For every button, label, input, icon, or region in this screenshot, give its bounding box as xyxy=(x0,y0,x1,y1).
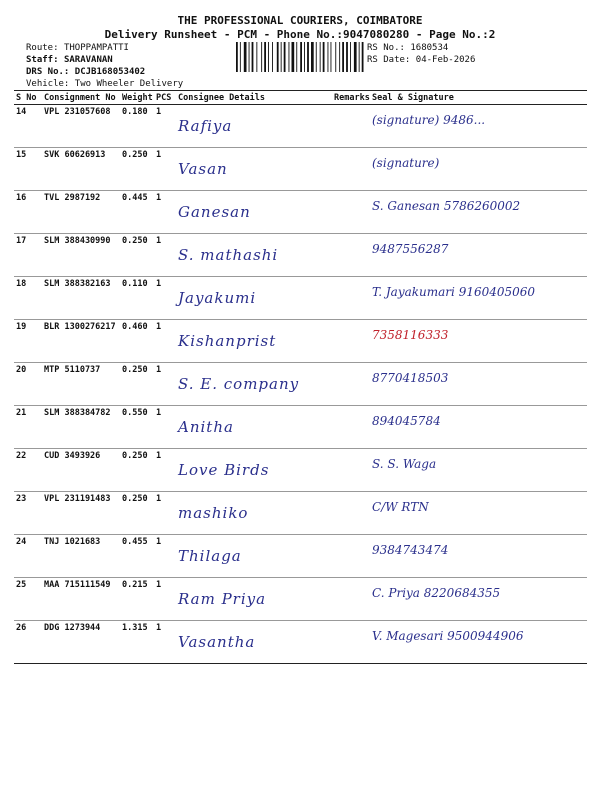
cell-consignee-text: S. mathashi xyxy=(178,246,279,264)
cell-weight-text: 0.460 xyxy=(122,322,148,332)
cell-pcs xyxy=(154,234,176,277)
cell-sno-text: 19 xyxy=(16,322,27,332)
cell-remarks xyxy=(332,621,370,664)
rs-date-line xyxy=(367,54,475,66)
cell-consignment-no-text: MTP 5110737 xyxy=(44,365,101,375)
cell-sno-text: 26 xyxy=(16,623,27,633)
cell-sno-text: 24 xyxy=(16,537,27,547)
cell-seal-signature xyxy=(370,535,587,578)
table-row xyxy=(14,449,587,492)
cell-seal-signature xyxy=(370,578,587,621)
cell-pcs xyxy=(154,191,176,234)
cell-consignment-no-text: TNJ 1021683 xyxy=(44,537,101,547)
cell-remarks xyxy=(332,578,370,621)
cell-weight-text: 0.215 xyxy=(122,580,148,590)
cell-remarks xyxy=(332,492,370,535)
drs-value: DCJB168053402 xyxy=(74,67,146,77)
staff-value: SARAVANAN xyxy=(63,55,113,65)
cell-weight-text: 0.250 xyxy=(122,365,148,375)
cell-consignee-text: Ram Priya xyxy=(178,590,267,608)
cell-weight-text: 0.250 xyxy=(122,150,148,160)
cell-consignment-no-text: DDG 1273944 xyxy=(44,623,101,633)
cell-seal-signature-text: C/W RTN xyxy=(372,500,429,514)
cell-seal-signature-text: 7358116333 xyxy=(372,328,449,342)
cell-weight xyxy=(120,406,154,449)
table-row xyxy=(14,578,587,621)
barcode-icon xyxy=(236,42,364,72)
drs-label: DRS No.: xyxy=(26,67,70,77)
cell-pcs xyxy=(154,578,176,621)
runsheet-table xyxy=(14,90,587,664)
cell-consignee xyxy=(176,406,332,449)
cell-pcs xyxy=(154,492,176,535)
rs-no-value: 1680534 xyxy=(410,43,449,53)
cell-weight xyxy=(120,320,154,363)
cell-consignee xyxy=(176,492,332,535)
cell-sno xyxy=(14,535,42,578)
cell-seal-signature xyxy=(370,621,587,664)
cell-pcs-text: 1 xyxy=(156,193,162,203)
cell-consignee-text: Vasan xyxy=(178,160,228,178)
table-row xyxy=(14,234,587,277)
cell-weight xyxy=(120,492,154,535)
cell-pcs xyxy=(154,105,176,148)
cell-pcs-text: 1 xyxy=(156,537,162,547)
table-row xyxy=(14,621,587,664)
col-header-consignee: Consignee Details xyxy=(176,91,332,105)
cell-seal-signature xyxy=(370,406,587,449)
cell-seal-signature-text: 8770418503 xyxy=(372,371,449,385)
cell-sno-text: 15 xyxy=(16,150,27,160)
cell-consignment-no xyxy=(42,492,120,535)
drs-line xyxy=(26,66,183,78)
cell-remarks xyxy=(332,363,370,406)
cell-remarks xyxy=(332,105,370,148)
cell-consignee xyxy=(176,578,332,621)
route-value: THOPPAMPATTI xyxy=(63,43,129,53)
runsheet-subtitle: Delivery Runsheet - PCM - Phone No.:9047080280 - Page No.:2 xyxy=(104,28,496,41)
cell-sno-text: 23 xyxy=(16,494,27,504)
cell-consignment-no xyxy=(42,621,120,664)
cell-weight xyxy=(120,191,154,234)
cell-consignee-text: Thilaga xyxy=(178,547,242,565)
table-row xyxy=(14,492,587,535)
cell-consignment-no xyxy=(42,535,120,578)
cell-pcs-text: 1 xyxy=(156,322,162,332)
cell-consignment-no xyxy=(42,406,120,449)
cell-consignment-no xyxy=(42,148,120,191)
cell-sno-text: 17 xyxy=(16,236,27,246)
cell-consignment-no-text: VPL 231057608 xyxy=(44,107,111,117)
cell-sno-text: 14 xyxy=(16,107,27,117)
cell-sno xyxy=(14,320,42,363)
cell-pcs xyxy=(154,406,176,449)
cell-pcs-text: 1 xyxy=(156,623,162,633)
cell-weight xyxy=(120,621,154,664)
cell-consignment-no xyxy=(42,320,120,363)
cell-consignee xyxy=(176,535,332,578)
cell-sno xyxy=(14,492,42,535)
cell-consignee xyxy=(176,105,332,148)
cell-pcs xyxy=(154,535,176,578)
cell-seal-signature xyxy=(370,277,587,320)
cell-seal-signature-text: 894045784 xyxy=(372,414,441,428)
cell-seal-signature xyxy=(370,449,587,492)
cell-sno xyxy=(14,621,42,664)
cell-consignment-no xyxy=(42,105,120,148)
rs-no-line xyxy=(367,42,475,54)
cell-pcs xyxy=(154,277,176,320)
cell-consignment-no-text: SLM 388430990 xyxy=(44,236,111,246)
cell-consignee-text: Kishanprist xyxy=(178,332,277,350)
table-row xyxy=(14,363,587,406)
cell-seal-signature-text: (signature) 9486... xyxy=(372,113,486,127)
cell-weight xyxy=(120,449,154,492)
cell-weight-text: 0.250 xyxy=(122,494,148,504)
cell-pcs-text: 1 xyxy=(156,408,162,418)
cell-pcs xyxy=(154,449,176,492)
cell-consignee-text: mashiko xyxy=(178,504,249,522)
cell-sno-text: 20 xyxy=(16,365,27,375)
cell-consignment-no-text: SVK 60626913 xyxy=(44,150,106,160)
col-header-pcs: PCS xyxy=(154,91,176,105)
cell-sno xyxy=(14,363,42,406)
cell-consignment-no xyxy=(42,363,120,406)
cell-consignee xyxy=(176,449,332,492)
cell-consignee-text: Anitha xyxy=(178,418,234,436)
col-header-seal: Seal & Signature xyxy=(370,91,587,105)
cell-seal-signature xyxy=(370,191,587,234)
cell-weight-text: 0.250 xyxy=(122,236,148,246)
cell-sno xyxy=(14,578,42,621)
cell-sno xyxy=(14,277,42,320)
cell-consignment-no xyxy=(42,578,120,621)
cell-consignment-no xyxy=(42,277,120,320)
meta-left xyxy=(26,42,183,90)
cell-consignment-no-text: CUD 3493926 xyxy=(44,451,101,461)
cell-weight-text: 0.110 xyxy=(122,279,148,289)
cell-consignment-no xyxy=(42,234,120,277)
cell-sno xyxy=(14,191,42,234)
table-row xyxy=(14,191,587,234)
cell-pcs-text: 1 xyxy=(156,494,162,504)
cell-seal-signature xyxy=(370,320,587,363)
cell-consignee xyxy=(176,234,332,277)
col-header-weight: Weight xyxy=(122,92,153,103)
cell-seal-signature-text: C. Priya 8220684355 xyxy=(372,586,501,600)
cell-consignee-text: Love Birds xyxy=(178,461,270,479)
cell-seal-signature xyxy=(370,234,587,277)
cell-seal-signature xyxy=(370,148,587,191)
cell-pcs xyxy=(154,363,176,406)
cell-weight xyxy=(120,148,154,191)
cell-consignment-no xyxy=(42,191,120,234)
cell-sno xyxy=(14,105,42,148)
cell-sno-text: 18 xyxy=(16,279,27,289)
cell-pcs xyxy=(154,320,176,363)
cell-consignment-no-text: TVL 2987192 xyxy=(44,193,101,203)
cell-consignment-no-text: VPL 231191483 xyxy=(44,494,111,504)
cell-pcs-text: 1 xyxy=(156,107,162,117)
cell-weight xyxy=(120,105,154,148)
cell-sno-text: 22 xyxy=(16,451,27,461)
cell-sno xyxy=(14,449,42,492)
cell-consignee xyxy=(176,320,332,363)
cell-consignee xyxy=(176,363,332,406)
cell-weight-text: 0.180 xyxy=(122,107,148,117)
cell-consignee-text: Vasantha xyxy=(178,633,256,651)
cell-pcs-text: 1 xyxy=(156,365,162,375)
cell-seal-signature-text: 9384743474 xyxy=(372,543,449,557)
cell-seal-signature xyxy=(370,105,587,148)
vehicle-line xyxy=(26,78,183,90)
cell-remarks xyxy=(332,191,370,234)
table-row xyxy=(14,105,587,148)
company-title: THE PROFESSIONAL COURIERS, COIMBATORE xyxy=(177,14,423,27)
cell-remarks xyxy=(332,277,370,320)
cell-consignee xyxy=(176,277,332,320)
cell-consignment-no xyxy=(42,449,120,492)
cell-remarks xyxy=(332,449,370,492)
table-row xyxy=(14,148,587,191)
rs-date-value: 04-Feb-2026 xyxy=(415,55,476,65)
col-header-remarks: Remarks xyxy=(334,92,370,103)
cell-seal-signature xyxy=(370,492,587,535)
cell-sno-text: 16 xyxy=(16,193,27,203)
cell-consignment-no-text: MAA 715111549 xyxy=(44,580,111,590)
cell-remarks xyxy=(332,148,370,191)
cell-pcs-text: 1 xyxy=(156,451,162,461)
vehicle-value: Two Wheeler Delivery xyxy=(74,79,184,89)
cell-weight-text: 0.550 xyxy=(122,408,148,418)
cell-consignee-text: Rafiya xyxy=(178,117,233,135)
route-label: Route: xyxy=(26,43,59,53)
cell-weight-text: 0.445 xyxy=(122,193,148,203)
cell-weight xyxy=(120,535,154,578)
cell-pcs-text: 1 xyxy=(156,279,162,289)
cell-weight-text: 0.455 xyxy=(122,537,148,547)
cell-sno xyxy=(14,406,42,449)
cell-sno xyxy=(14,148,42,191)
rs-date-label: RS Date: xyxy=(367,55,411,65)
cell-consignee xyxy=(176,148,332,191)
cell-seal-signature xyxy=(370,363,587,406)
col-header-sno: S No xyxy=(14,91,42,105)
cell-seal-signature-text: (signature) xyxy=(372,156,440,170)
table-row xyxy=(14,406,587,449)
cell-consignee-text: S. E. company xyxy=(178,375,300,393)
cell-sno xyxy=(14,234,42,277)
cell-pcs xyxy=(154,621,176,664)
cell-weight-text: 0.250 xyxy=(122,451,148,461)
cell-remarks xyxy=(332,406,370,449)
cell-seal-signature-text: S. Ganesan 5786260002 xyxy=(372,199,521,213)
cell-consignee-text: Ganesan xyxy=(178,203,251,221)
cell-consignment-no-text: BLR 1300276217 xyxy=(44,322,116,332)
staff-label: Staff: xyxy=(26,55,59,65)
rs-no-label: RS No.: xyxy=(367,43,405,53)
cell-sno-text: 25 xyxy=(16,580,27,590)
cell-remarks xyxy=(332,234,370,277)
cell-remarks xyxy=(332,320,370,363)
cell-pcs-text: 1 xyxy=(156,236,162,246)
cell-pcs-text: 1 xyxy=(156,580,162,590)
cell-consignment-no-text: SLM 388382163 xyxy=(44,279,111,289)
cell-weight xyxy=(120,234,154,277)
vehicle-label: Vehicle: xyxy=(26,79,70,89)
table-row xyxy=(14,320,587,363)
cell-consignment-no-text: SLM 388384782 xyxy=(44,408,111,418)
cell-weight-text: 1.315 xyxy=(122,623,148,633)
cell-consignee-text: Jayakumi xyxy=(178,289,257,307)
table-row xyxy=(14,535,587,578)
staff-line xyxy=(26,54,183,66)
cell-remarks xyxy=(332,535,370,578)
cell-consignee xyxy=(176,191,332,234)
cell-pcs xyxy=(154,148,176,191)
cell-seal-signature-text: 9487556287 xyxy=(372,242,449,256)
cell-pcs-text: 1 xyxy=(156,150,162,160)
meta-right xyxy=(367,42,475,66)
cell-seal-signature-text: S. S. Waga xyxy=(372,457,437,471)
table-header-row xyxy=(14,91,587,105)
table-row xyxy=(14,277,587,320)
cell-weight xyxy=(120,578,154,621)
cell-consignee xyxy=(176,621,332,664)
cell-weight xyxy=(120,277,154,320)
cell-weight xyxy=(120,363,154,406)
route-line xyxy=(26,42,183,54)
cell-seal-signature-text: T. Jayakumari 9160405060 xyxy=(372,285,536,299)
col-header-consignment: Consignment No xyxy=(42,91,120,105)
cell-seal-signature-text: V. Magesari 9500944906 xyxy=(372,629,524,643)
cell-sno-text: 21 xyxy=(16,408,27,418)
